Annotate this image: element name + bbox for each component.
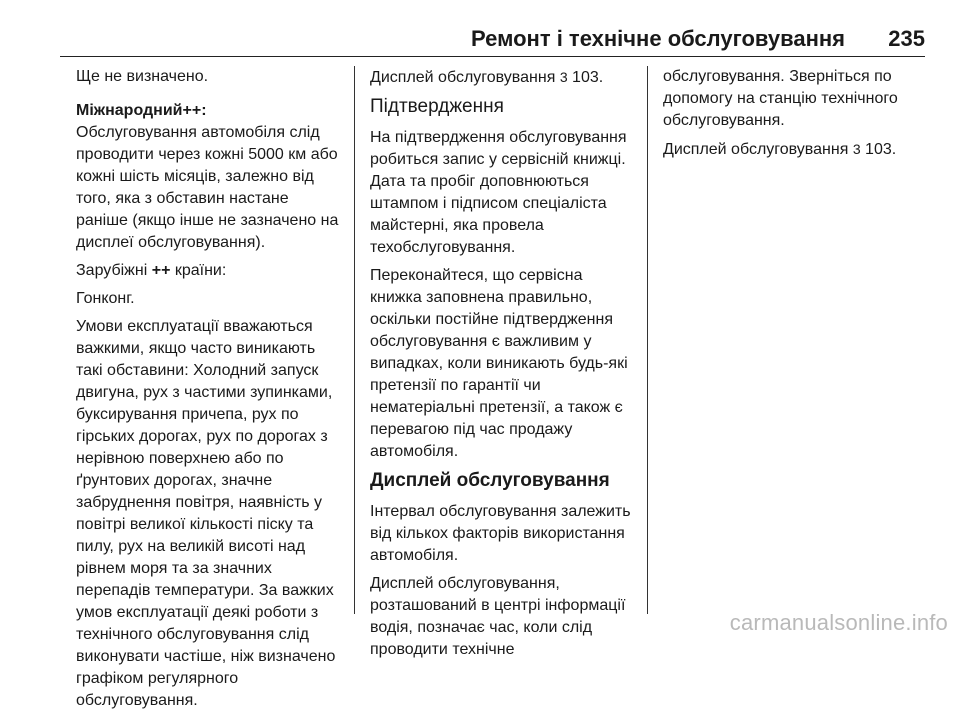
text-line: гірських дорогах, рух по дорогах з [76,428,328,445]
text-line: перепадів температури. За важких [76,582,334,599]
text-line: Інтервал обслуговування залежить [370,503,631,520]
text-line: буксирування причепа, рух по [76,406,299,423]
text-line: обслуговування. Зверніться по [663,68,892,85]
paragraph [76,260,346,282]
text-line: рівнем моря та за значних [76,560,272,577]
column-3 [663,66,928,167]
text-line: претензії по гарантії чи [370,377,541,394]
text-line: Умови експлуатації вважаються [76,318,313,335]
paragraph [76,66,346,88]
text-line: того, яка з обставин настане [76,190,289,207]
watermark: carmanualsonline.info [729,610,948,635]
text-run: країни: [170,262,227,279]
paragraph [76,100,346,254]
paragraph [76,316,346,712]
text-line: техобслуговування. [370,239,516,256]
text-line: графіком регулярного [76,670,239,687]
reference-page: 103. [567,69,604,86]
text-line: оскільки постійне підтвердження [370,311,613,328]
text-line: нематеріальні претензії, а також є [370,399,623,416]
text-line: технічного обслуговування слід [76,626,309,643]
text-line: пилу, рух на великій висоті над [76,538,306,555]
text-line: автомобіля. [370,547,459,564]
text-line: Ще не визначено. [76,68,209,85]
text-line: кожні шість місяців, залежно від [76,168,314,185]
text-line: обслуговування. [663,112,785,129]
cross-reference[interactable] [370,66,636,89]
text-line: На підтвердження обслуговування [370,129,627,146]
column-2 [370,66,636,667]
text-line: Дисплей обслуговування, [370,575,560,592]
section-heading: Підтвердження [370,96,504,117]
text-run: Зарубіжні [76,262,152,279]
text-line: забруднення повітря, наявність у [76,494,323,511]
reference-arrow-icon: 3 [559,69,568,85]
column-divider [647,66,648,614]
text-line: автомобіля. [370,443,459,460]
text-line: Обслуговування автомобіля слід [76,124,320,141]
text-line: водія, позначає час, коли слід [370,619,593,636]
reference-text: Дисплей обслуговування [370,69,560,86]
section-heading: Дисплей обслуговування [370,470,610,491]
reference-arrow-icon: 3 [852,141,861,157]
paragraph [370,573,636,661]
paragraph [663,66,928,132]
text-line: дисплеї обслуговування). [76,234,266,251]
text-line: проводити через кожні 5000 км або [76,146,338,163]
text-line: ґрунтових дорогах, значне [76,472,273,489]
text-line: умов експлуатації деякі роботи з [76,604,319,621]
column-divider [354,66,355,614]
cross-reference[interactable] [663,138,928,161]
paragraph [370,501,636,567]
text-line: повітрі великої кількості піску та [76,516,314,533]
text-line: двигуна, рух з частими зупинками, [76,384,333,401]
text-line: книжка заповнена правильно, [370,289,593,306]
text-line: Переконайтеся, що сервісна [370,267,583,284]
page-header [60,26,925,57]
text-line: розташований в центрі інформації [370,597,626,614]
text-line: Дата та пробіг доповнюються [370,173,589,190]
text-line: від кількох факторів використання [370,525,625,542]
text-line: важкими, якщо часто виникають [76,340,316,357]
text-line: раніше (якщо інше не зазначено на [76,212,339,229]
reference-page: 103. [860,141,897,158]
text-line: майстерні, яка провела [370,217,544,234]
text-line: обслуговування. [76,692,198,709]
page-title: Ремонт і технічне обслуговування [471,26,845,51]
reference-text: Дисплей обслуговування [663,141,853,158]
text-line: обслуговування є важливим у [370,333,592,350]
text-line: допомогу на станцію технічного [663,90,898,107]
paragraph [370,127,636,259]
text-line: проводити технічне [370,641,515,658]
text-line: нерівною поверхнею або по [76,450,284,467]
paragraph [370,265,636,463]
section-label: Міжнародний++: [76,102,207,119]
column-1 [76,66,346,718]
text-line: такі обставини: Холодний запуск [76,362,319,379]
paragraph [76,288,346,310]
text-line: робиться запис у сервісній книжці. [370,151,626,168]
text-line: перевагою під час продажу [370,421,573,438]
page-number: 235 [888,26,925,51]
text-line: виконувати частіше, ніж визначено [76,648,336,665]
text-line: Гонконг. [76,290,135,307]
text-run: ++ [151,262,171,279]
text-line: випадках, коли виникають будь-які [370,355,628,372]
text-line: штампом і підписом спеціаліста [370,195,607,212]
